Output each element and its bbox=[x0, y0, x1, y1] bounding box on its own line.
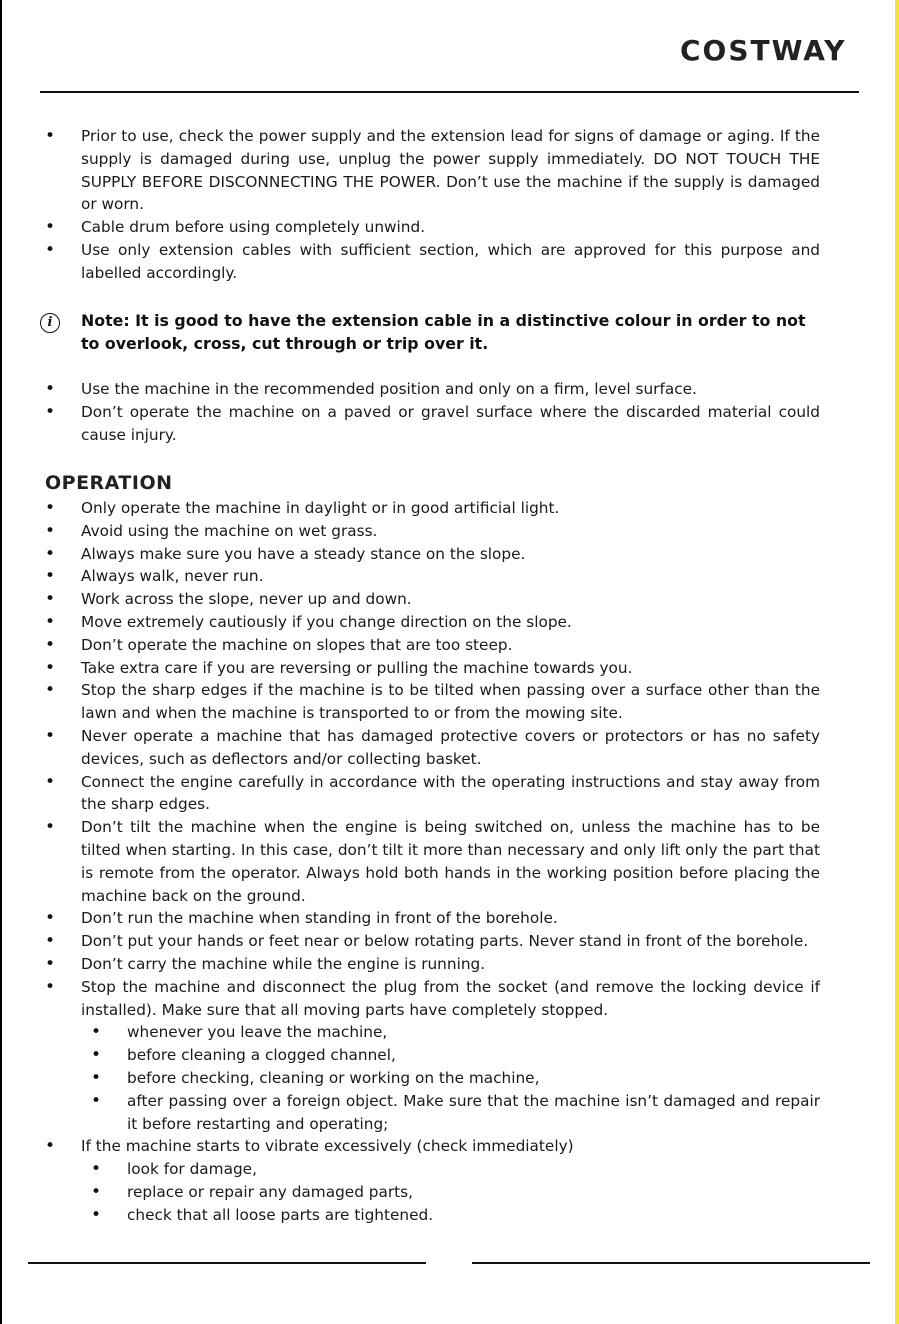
list-item: • Stop the sharp edges if the machine is to be tilted when passing over a surface other than the lawn and when the machine is transported to or from the mowing site. bbox=[35, 679, 820, 725]
list-item: • Don’t carry the machine while the engine is running. bbox=[35, 953, 820, 976]
list-item: • Use the machine in the recommended position and only on a firm, level surface. bbox=[35, 378, 820, 401]
list-item: • Cable drum before using completely unwind. bbox=[35, 216, 820, 239]
sub-list-item: • replace or repair any damaged parts, bbox=[81, 1181, 820, 1204]
list-item: • Don’t run the machine when standing in front of the borehole. bbox=[35, 907, 820, 930]
operation-section bbox=[35, 497, 820, 1227]
list-item: • Take extra care if you are reversing or pulling the machine towards you. bbox=[35, 657, 820, 680]
list-item: • Connect the engine carefully in accordance with the operating instructions and stay away from the sharp edges. bbox=[35, 771, 820, 817]
power-supply-section bbox=[35, 125, 820, 285]
footer-divider-right bbox=[472, 1262, 870, 1264]
list-item: • Only operate the machine in daylight or in good artificial light. bbox=[35, 497, 820, 520]
list-item: • Move extremely cautiously if you change direction on the slope. bbox=[35, 611, 820, 634]
list-item: • Don’t operate the machine on a paved or gravel surface where the discarded material could cause injury. bbox=[35, 401, 820, 447]
note-callout bbox=[40, 309, 820, 355]
list-item bbox=[35, 1135, 820, 1226]
list-item-text: Stop the machine and disconnect the plug from the socket (and remove the locking device if installed). Make sure that all moving parts have completely stopped. bbox=[81, 977, 820, 1019]
sub-list bbox=[81, 1158, 820, 1226]
info-icon: i bbox=[40, 313, 60, 333]
brand-logo: COSTWAY bbox=[680, 34, 847, 67]
header-divider bbox=[40, 91, 859, 93]
list-item: • Work across the slope, never up and down. bbox=[35, 588, 820, 611]
sub-list-item: • before cleaning a clogged channel, bbox=[81, 1044, 820, 1067]
list-item-text: If the machine starts to vibrate excessively (check immediately) bbox=[81, 1137, 574, 1156]
list-item: • Don’t operate the machine on slopes that are too steep. bbox=[35, 634, 820, 657]
surface-section bbox=[35, 378, 820, 446]
list-item: • Always make sure you have a steady stance on the slope. bbox=[35, 543, 820, 566]
operation-heading: OPERATION bbox=[45, 472, 173, 494]
list-item: • Don’t tilt the machine when the engine is being switched on, unless the machine has to be tilted when starting. In this case, don’t tilt it more than necessary and only lift only the part that is remote from the operator. Always hold both hands in the working position before placing the machine back on the ground. bbox=[35, 816, 820, 907]
list-item: • Avoid using the machine on wet grass. bbox=[35, 520, 820, 543]
sub-list-item: • check that all loose parts are tightened. bbox=[81, 1204, 820, 1227]
list-item: • Don’t put your hands or feet near or below rotating parts. Never stand in front of the borehole. bbox=[35, 930, 820, 953]
page-right-accent-bar bbox=[895, 0, 899, 1324]
sub-list-item: • look for damage, bbox=[81, 1158, 820, 1181]
page-left-border bbox=[0, 0, 2, 1324]
list-item: • Prior to use, check the power supply and the extension lead for signs of damage or aging. If the supply is damaged during use, unplug the power supply immediately. DO NOT TOUCH THE SUPPLY BEFORE DISCONNECTING THE POWER. Don’t use the machine if the supply is damaged or worn. bbox=[35, 125, 820, 216]
list-item bbox=[35, 976, 820, 1136]
sub-list bbox=[81, 1021, 820, 1135]
sub-list-item: • before checking, cleaning or working on the machine, bbox=[81, 1067, 820, 1090]
list-item: • Never operate a machine that has damaged protective covers or protectors or has no safety devices, such as deflectors and/or collecting basket. bbox=[35, 725, 820, 771]
footer-divider-left bbox=[28, 1262, 426, 1264]
list-item: • Always walk, never run. bbox=[35, 565, 820, 588]
list-item: • Use only extension cables with sufficient section, which are approved for this purpose and labelled accordingly. bbox=[35, 239, 820, 285]
sub-list-item: • after passing over a foreign object. Make sure that the machine isn’t damaged and repair it before restarting and operating; bbox=[81, 1090, 820, 1136]
sub-list-item: • whenever you leave the machine, bbox=[81, 1021, 820, 1044]
note-text: Note: It is good to have the extension cable in a distinctive colour in order to not to overlook, cross, cut through or trip over it. bbox=[81, 311, 806, 353]
